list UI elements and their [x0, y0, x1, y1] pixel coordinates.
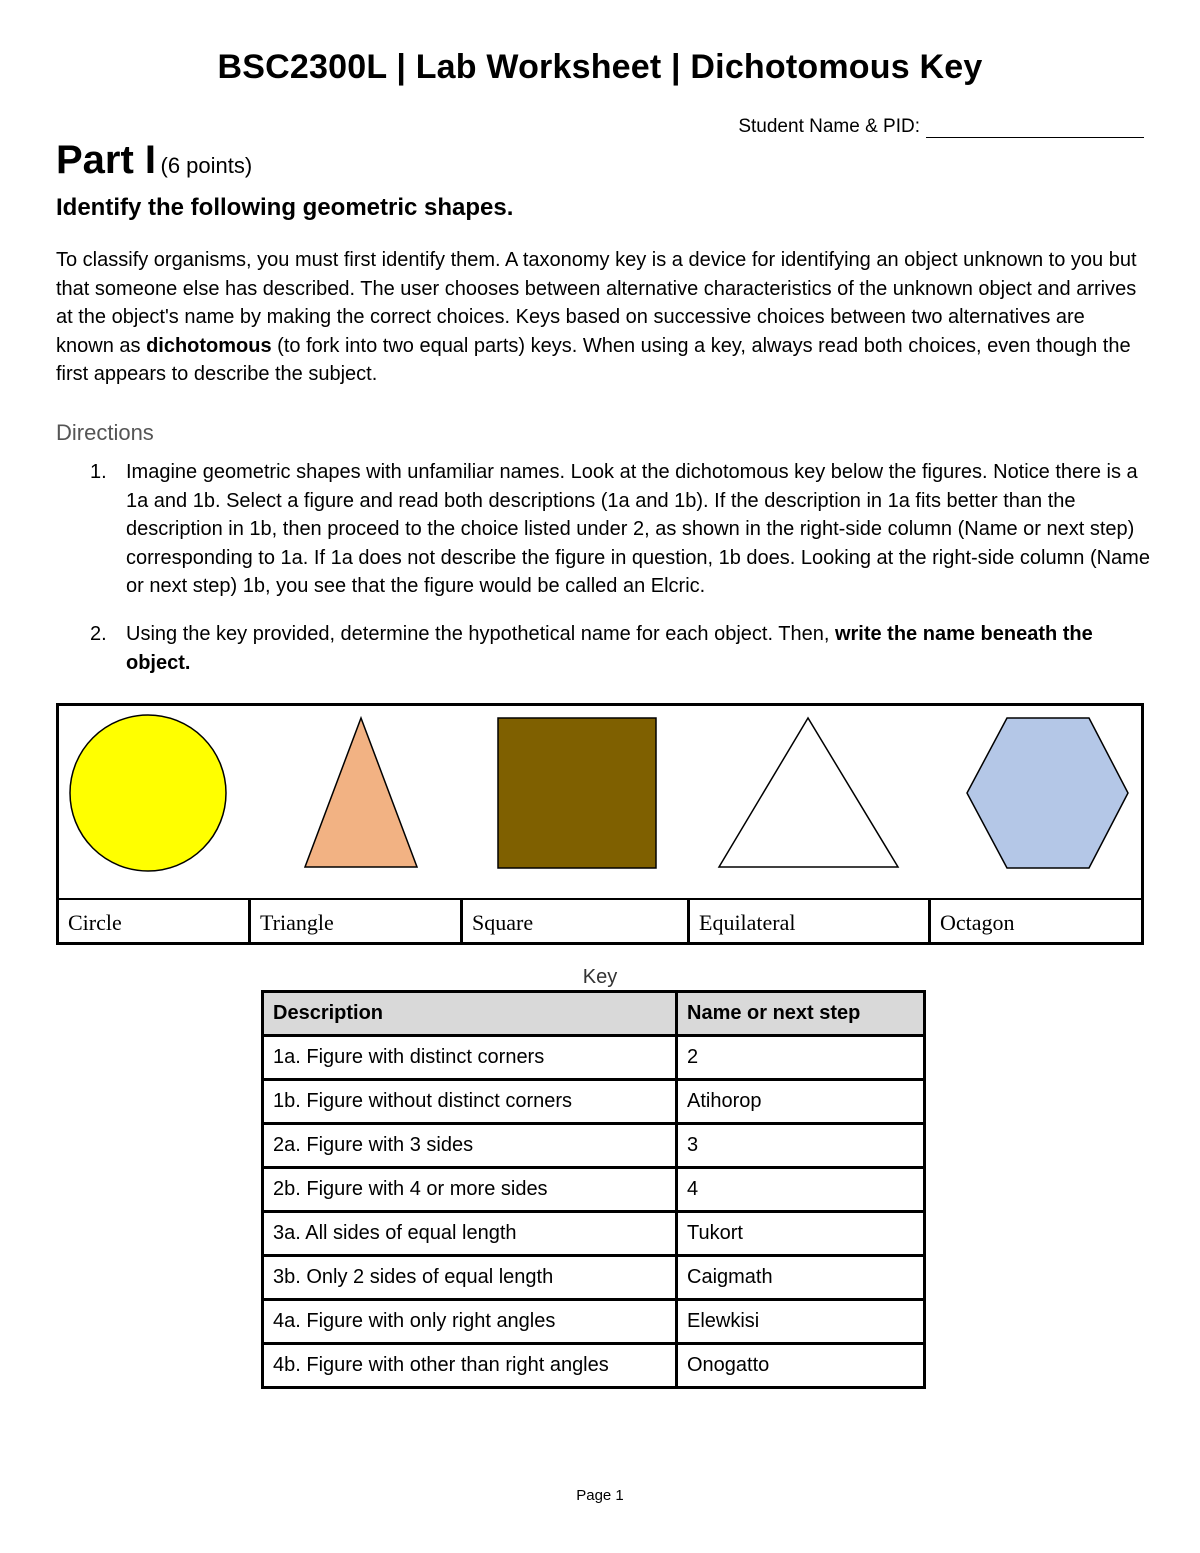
key-description-cell: 4b. Figure with other than right angles: [263, 1344, 677, 1388]
part-points: (6 points): [160, 153, 253, 178]
direction-number: 2.: [90, 623, 107, 645]
shape-label-cell[interactable]: Equilateral: [690, 900, 931, 944]
intro-paragraph: [56, 246, 1146, 389]
shapes-canvas: [59, 706, 1141, 898]
key-header-next-step: Name or next step: [677, 992, 925, 1036]
shape-label-cell[interactable]: Triangle: [251, 900, 463, 944]
key-description-cell: 2a. Figure with 3 sides: [263, 1124, 677, 1168]
direction-number: 1.: [90, 461, 107, 483]
student-name-field: [738, 116, 1144, 138]
document-title: BSC2300L | Lab Worksheet | Dichotomous Key: [217, 48, 983, 86]
equilateral-triangle-shape: [719, 718, 898, 867]
key-row: [263, 1344, 925, 1388]
key-next-step-cell: Onogatto: [677, 1344, 925, 1388]
shape-labels-row: [59, 898, 1141, 944]
key-next-step-cell: 2: [677, 1036, 925, 1080]
key-row: [263, 1080, 925, 1124]
shape-label-cell[interactable]: Square: [463, 900, 690, 944]
key-next-step-cell: Atihorop: [677, 1080, 925, 1124]
key-header-row: [263, 992, 925, 1036]
shapes-table: [56, 703, 1144, 945]
intro-bold-term: dichotomous: [146, 334, 272, 357]
key-description-cell: 2b. Figure with 4 or more sides: [263, 1168, 677, 1212]
intro-text-after: (to fork into two equal parts) keys. When using a key, always read both choices, even though the first appears to describe the subject.: [56, 334, 1131, 385]
key-row: [263, 1256, 925, 1300]
shape-label-cell[interactable]: Circle: [59, 900, 251, 944]
key-next-step-cell: Caigmath: [677, 1256, 925, 1300]
section-subheading: Identify the following geometric shapes.: [56, 194, 514, 221]
key-row: [263, 1168, 925, 1212]
part-title: Part I: [56, 138, 157, 182]
shape-label-cell[interactable]: Octagon: [940, 910, 1015, 935]
key-description-cell: 4a. Figure with only right angles: [263, 1300, 677, 1344]
key-row: [263, 1300, 925, 1344]
key-next-step-cell: Elewkisi: [677, 1300, 925, 1344]
key-row: [263, 1212, 925, 1256]
key-row: [263, 1124, 925, 1168]
key-next-step-cell: Tukort: [677, 1212, 925, 1256]
direction-text-plain: Using the key provided, determine the hypothetical name for each object. Then,: [126, 623, 835, 645]
hexagon-shape: [967, 718, 1128, 868]
direction-item: [90, 620, 1150, 677]
key-row: [263, 1036, 925, 1080]
student-name-label: Student Name & PID:: [738, 116, 920, 137]
square-shape: [498, 718, 656, 868]
key-next-step-cell: 3: [677, 1124, 925, 1168]
key-table-body: [263, 1036, 925, 1388]
student-name-blank[interactable]: [926, 119, 1144, 138]
direction-text: Imagine geometric shapes with unfamiliar names. Look at the dichotomous key below the figures. Notice there is a 1a and 1b. Select a figure and read both descriptions (1a and 1b). If the description in 1a fits better than the description in 1b, then proceed to the choice listed under 2, as shown in the right-side column (Name or next step) corresponding to 1a. If 1a does not describe the figure in question, 1b does. Looking at the right-side column (Name or next step) 1b, you see that the figure would be called an Elcric.: [126, 461, 1150, 597]
direction-item: [90, 458, 1150, 601]
key-description-cell: 1b. Figure without distinct corners: [263, 1080, 677, 1124]
directions-heading: Directions: [56, 420, 154, 445]
key-description-cell: 3a. All sides of equal length: [263, 1212, 677, 1256]
part-heading: [56, 138, 252, 183]
isosceles-triangle-shape: [305, 718, 417, 867]
direction-text: [126, 620, 1150, 677]
circle-shape: [70, 715, 226, 871]
key-description-cell: 3b. Only 2 sides of equal length: [263, 1256, 677, 1300]
key-description-cell: 1a. Figure with distinct corners: [263, 1036, 677, 1080]
dichotomous-key-table: [261, 990, 926, 1389]
intro-text-before: To classify organisms, you must first identify them. A taxonomy key is a device for identifying an object unknown to you but that someone else has described. The user chooses between alternative characteristics of the unknown object and arrives at the object's name by making the correct choices. Keys based on successive choices between two alternatives are known as: [56, 249, 1137, 357]
direction-text-bold: write the name beneath the object.: [126, 623, 1093, 674]
key-header-description: Description: [263, 992, 677, 1036]
page-number: Page 1: [576, 1487, 624, 1504]
key-next-step-cell: 4: [677, 1168, 925, 1212]
key-caption: Key: [582, 966, 618, 988]
